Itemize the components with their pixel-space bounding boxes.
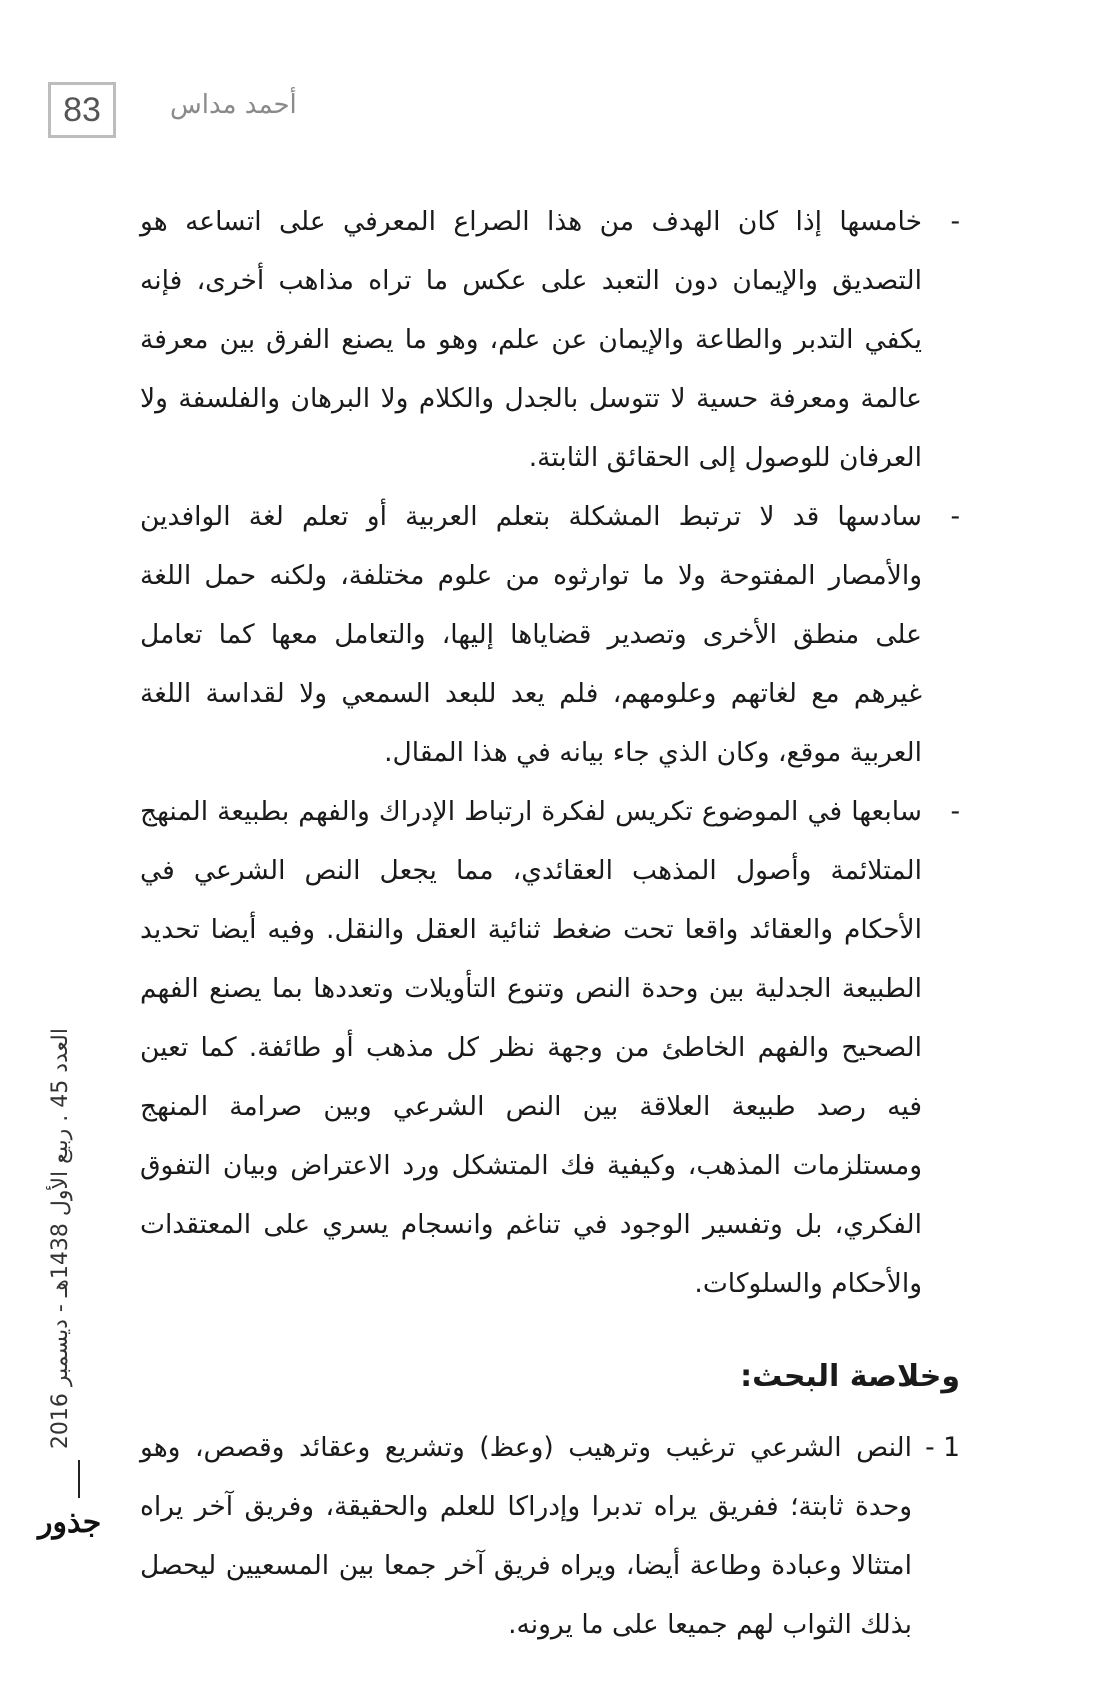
author-name: أحمد مداس: [170, 90, 297, 120]
item-text: النص الشرعي ترغيب وترهيب (وعظ) وتشريع وعقائد وقصص، وهو وحدة ثابتة؛ ففريق يراه تدبرا وإدراكا للعلم والحقيقة، وفريق آخر يراه امتثالا وعبادة وطاعة أيضا، ويراه فريق آخر جمعا بين المسعيين ليحصل بذلك الثواب لهم جميعا على ما يرونه.: [140, 1432, 912, 1640]
list-item: [140, 487, 960, 782]
item-marker: -: [950, 501, 960, 532]
item-marker: -: [950, 796, 960, 827]
divider: [78, 1460, 80, 1498]
numbered-item: [140, 1418, 960, 1654]
section-heading: وخلاصة البحث:: [740, 1359, 960, 1394]
journal-logo: جذور: [38, 1505, 102, 1540]
list-item: [140, 782, 960, 1313]
page-number: 83: [48, 82, 116, 138]
article-body: [140, 192, 960, 1654]
issue-info: العدد 45 . ربيع الأول 1438هـ - ديسمبر 2016: [48, 1028, 73, 1450]
item-text: سادسها قد لا ترتبط المشكلة بتعلم العربية أو تعلم لغة الوافدين والأمصار المفتوحة ولا ما توارثوه من علوم مختلفة، ولكنه حمل اللغة على منطق الأخرى وتصدير قضاياها إليها، والتعامل معها كما تعامل غيرهم مع لغاتهم وعلومهم، فلم يعد للبعد السمعي ولا لقداسة اللغة العربية موقع، وكان الذي جاء بيانه في هذا المقال.: [140, 501, 922, 768]
list-item: [140, 192, 960, 487]
item-number: 1 -: [925, 1432, 960, 1463]
item-text: خامسها إذا كان الهدف من هذا الصراع المعرفي على اتساعه هو التصديق والإيمان دون التعبد على عكس ما تراه مذاهب أخرى، فإنه يكفي التدبر والطاعة والإيمان عن علم، وهو ما يصنع الفرق بين معرفة عالمة ومعرفة حسية لا تتوسل بالجدل والكلام ولا البرهان والفلسفة ولا العرفان للوصول إلى الحقائق الثابتة.: [140, 206, 922, 473]
item-marker: -: [950, 206, 960, 237]
item-text: سابعها في الموضوع تكريس لفكرة ارتباط الإدراك والفهم بطبيعة المنهج المتلائمة وأصول المذهب العقائدي، مما يجعل النص الشرعي في الأحكام والعقائد واقعا تحت ضغط ثنائية العقل والنقل. وفيه أيضا تحديد الطبيعة الجدلية بين وحدة النص وتنوع التأويلات وتعددها بما يصنع الفهم الصحيح والفهم الخاطئ من وجهة نظر كل مذهب أو طائفة. كما تعين فيه رصد طبيعة العلاقة بين النص الشرعي وبين صرامة المنهج ومستلزمات المذهب، وكيفية فك المتشكل ورد الاعتراض وبيان التفوق الفكري، بل وتفسير الوجود في تناغم وانسجام يسري على المعتقدات والأحكام والسلوكات.: [140, 796, 922, 1299]
